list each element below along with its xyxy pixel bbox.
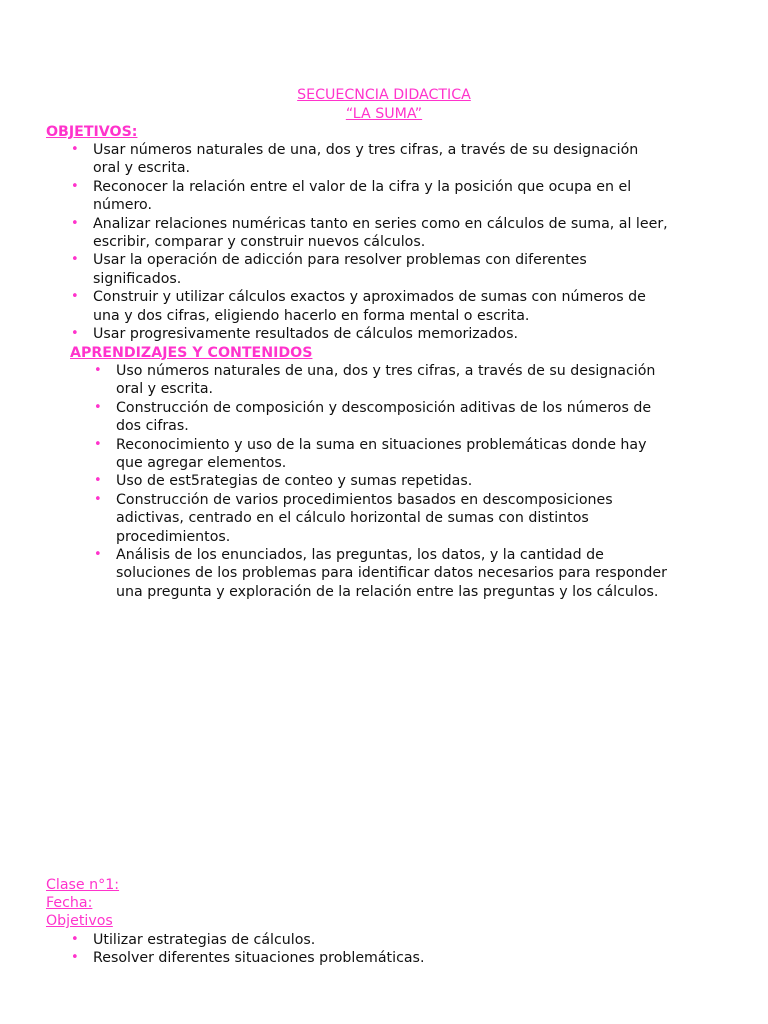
- list-item-line: número.: [93, 197, 152, 214]
- objetivos-list: [71, 141, 733, 343]
- list-item-line: Resolver diferentes situaciones problemáticas.: [93, 950, 425, 967]
- list-item-line: significados.: [93, 270, 182, 287]
- bullet-icon: •: [71, 932, 79, 947]
- list-item-line: Usar la operación de adicción para resolver problemas con diferentes: [93, 252, 587, 269]
- list-item: [71, 215, 733, 252]
- bullet-icon: •: [94, 547, 102, 563]
- list-item-line: Utilizar estrategias de cálculos.: [93, 932, 316, 948]
- objetivos-heading: OBJETIVOS:: [46, 124, 138, 140]
- list-item-line: Construir y utilizar cálculos exactos y aproximados de sumas con números de: [93, 289, 646, 306]
- list-item: [71, 141, 733, 178]
- bullet-icon: •: [71, 142, 79, 157]
- list-item-line: Uso de est5rategias de conteo y sumas repetidas.: [116, 473, 473, 490]
- aprendizajes-list: [94, 362, 736, 601]
- bullet-icon: •: [94, 473, 102, 489]
- bullet-icon: •: [94, 363, 102, 378]
- list-item: [71, 325, 733, 343]
- document-subtitle: “LA SUMA”: [345, 106, 423, 122]
- list-item-line: Construcción de composición y descomposición aditivas de los números de: [116, 399, 652, 416]
- clase-objetivos-list: [71, 931, 733, 968]
- list-item: [71, 251, 733, 288]
- list-item: [94, 546, 736, 601]
- list-item-line: Construcción de varios procedimientos basados en descomposiciones: [116, 491, 613, 508]
- list-item: [71, 931, 733, 949]
- list-item-line: Análisis de los enunciados, las preguntas, los datos, y la cantidad de: [116, 547, 604, 564]
- clase-objetivos-heading: Objetivos: [46, 913, 113, 929]
- bullet-icon: •: [94, 491, 102, 507]
- list-item-line: adictivas, centrado en el cálculo horizontal de sumas con distintos: [116, 510, 589, 527]
- list-item-line: Reconocimiento y uso de la suma en situaciones problemáticas donde hay: [116, 436, 647, 453]
- bullet-icon: •: [94, 399, 102, 415]
- bullet-icon: •: [71, 252, 79, 268]
- bullet-icon: •: [94, 436, 102, 452]
- list-item: [94, 362, 736, 399]
- list-item-line: Analizar relaciones numéricas tanto en series como en cálculos de suma, al leer,: [93, 215, 668, 232]
- list-item-line: Uso números naturales de una, dos y tres cifras, a través de su designación: [116, 363, 656, 379]
- list-item-line: soluciones de los problemas para identificar datos necesarios para responder: [116, 565, 667, 582]
- list-item: [71, 178, 733, 215]
- bullet-icon: •: [71, 326, 79, 342]
- list-item-line: escribir, comparar y construir nuevos cálculos.: [93, 234, 426, 251]
- list-item-line: procedimientos.: [116, 528, 231, 545]
- list-item-line: Usar números naturales de una, dos y tres cifras, a través de su designación: [93, 142, 639, 158]
- list-item: [94, 399, 736, 436]
- list-item-line: oral y escrita.: [116, 381, 214, 398]
- list-item: [71, 288, 733, 325]
- fecha-label: Fecha:: [46, 895, 93, 911]
- bullet-icon: •: [71, 215, 79, 231]
- bullet-icon: •: [71, 950, 79, 966]
- aprendizajes-heading: APRENDIZAJES Y CONTENIDOS: [70, 345, 313, 361]
- list-item-line: Usar progresivamente resultados de cálculos memorizados.: [93, 326, 519, 343]
- list-item-line: una pregunta y exploración de la relación entre las preguntas y los cálculos.: [116, 583, 659, 600]
- list-item: [94, 472, 736, 490]
- list-item-line: una y dos cifras, eligiendo hacerlo en forma mental o escrita.: [93, 307, 530, 324]
- list-item: [71, 949, 733, 967]
- list-item-line: Reconocer la relación entre el valor de la cifra y la posición que ocupa en el: [93, 178, 632, 195]
- list-item: [94, 436, 736, 473]
- clase-label: Clase n°1:: [46, 877, 120, 893]
- bullet-icon: •: [71, 178, 79, 194]
- document-title: SECUECNCIA DIDACTICA: [297, 87, 471, 103]
- list-item-line: que agregar elementos.: [116, 455, 287, 472]
- bullet-icon: •: [71, 289, 79, 305]
- list-item-line: dos cifras.: [116, 418, 189, 435]
- list-item: [94, 491, 736, 546]
- list-item-line: oral y escrita.: [93, 160, 191, 177]
